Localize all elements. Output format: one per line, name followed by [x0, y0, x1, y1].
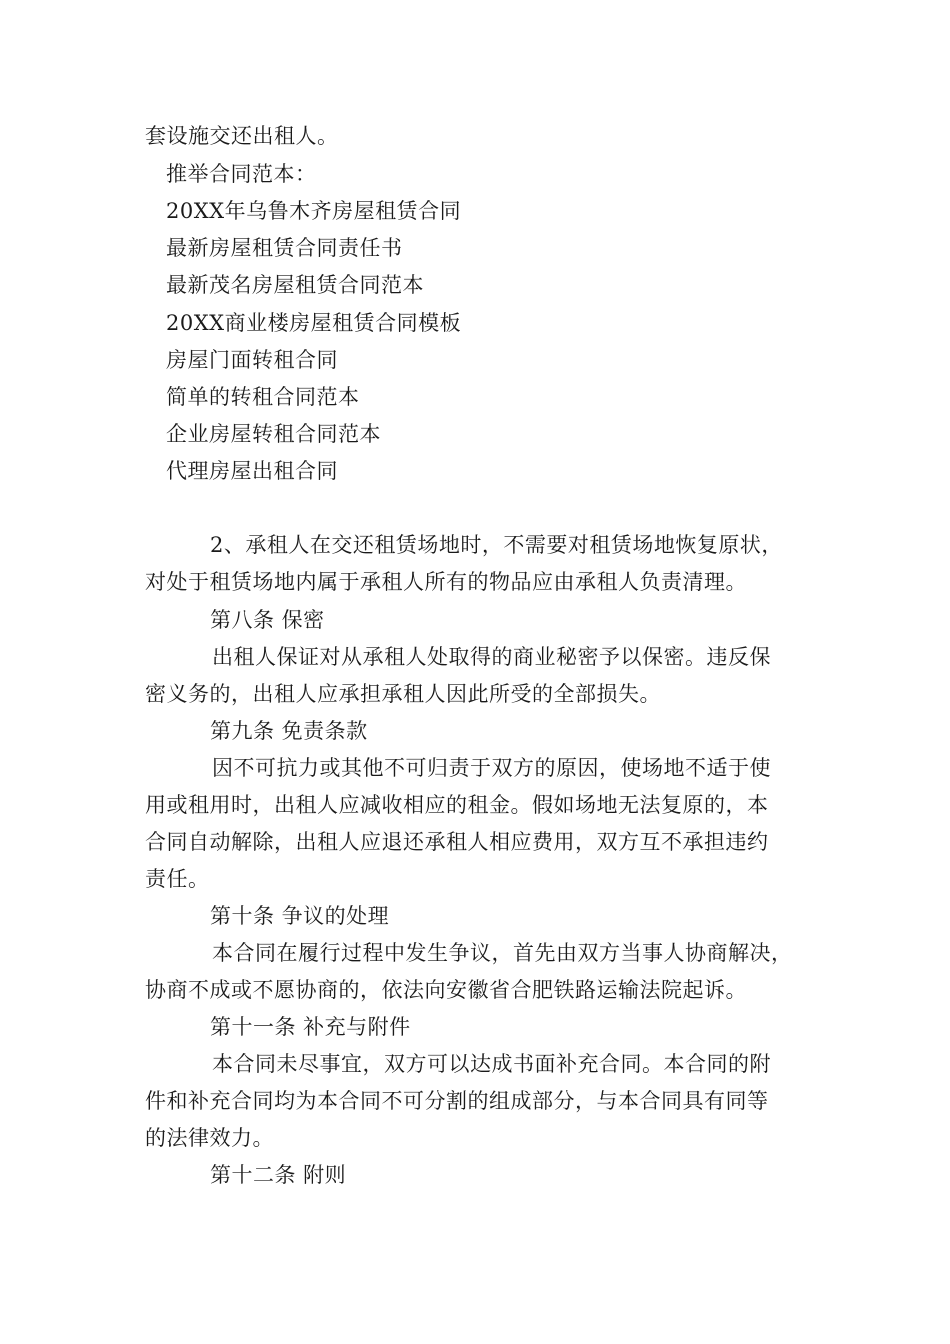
- recommend-link[interactable]: 企业房屋转租合同范本: [166, 422, 381, 446]
- article-11-body-line: 件和补充合同均为本合同不可分割的组成部分，与本合同具有同等: [145, 1089, 769, 1113]
- article-9-body-line: 合同自动解除，出租人应退还承租人相应费用，双方互不承担违约: [145, 830, 769, 854]
- clause-2-line: 对处于租赁场地内属于承租人所有的物品应由承租人负责清理。: [145, 570, 747, 594]
- clause-2-line: 2、承租人在交还租赁场地时，不需要对租赁场地恢复原状，: [210, 533, 783, 557]
- article-11-body-line: 的法律效力。: [145, 1126, 274, 1150]
- recommend-link[interactable]: 房屋门面转租合同: [166, 348, 338, 372]
- intro-tail-text: 套设施交还出租人。: [145, 124, 339, 148]
- recommend-link[interactable]: 最新茂名房屋租赁合同范本: [166, 273, 424, 297]
- recommend-link[interactable]: 20XX年乌鲁木齐房屋租赁合同: [166, 199, 462, 223]
- article-11-body-line: 本合同未尽事宜，双方可以达成书面补充合同。本合同的附: [212, 1052, 771, 1076]
- article-11-title: 第十一条 补充与附件: [210, 1015, 411, 1039]
- recommend-link[interactable]: 简单的转租合同范本: [166, 385, 360, 409]
- article-9-body-line: 用或租用时，出租人应减收相应的租金。假如场地无法复原的，本: [145, 793, 769, 817]
- recommend-link[interactable]: 20XX商业楼房屋租赁合同模板: [166, 311, 462, 335]
- article-9-body-line: 因不可抗力或其他不可归责于双方的原因，使场地不适于使: [212, 756, 771, 780]
- recommend-heading: 推举合同范本：: [166, 162, 317, 186]
- article-8-body-line: 出租人保证对从承租人处取得的商业秘密予以保密。违反保: [212, 645, 771, 669]
- article-12-title: 第十二条 附则: [210, 1163, 347, 1187]
- article-8-body-line: 密义务的，出租人应承担承租人因此所受的全部损失。: [145, 682, 661, 706]
- article-10-body-line: 协商不成或不愿协商的，依法向安徽省合肥铁路运输法院起诉。: [145, 978, 747, 1002]
- article-10-title: 第十条 争议的处理: [210, 904, 390, 928]
- article-9-body-line: 责任。: [145, 867, 210, 891]
- article-9-title: 第九条 免责条款: [210, 719, 368, 743]
- article-8-title: 第八条 保密: [210, 608, 325, 632]
- recommend-link[interactable]: 最新房屋租赁合同责任书: [166, 236, 403, 260]
- recommend-link[interactable]: 代理房屋出租合同: [166, 459, 338, 483]
- article-10-body-line: 本合同在履行过程中发生争议，首先由双方当事人协商解决，: [212, 941, 793, 965]
